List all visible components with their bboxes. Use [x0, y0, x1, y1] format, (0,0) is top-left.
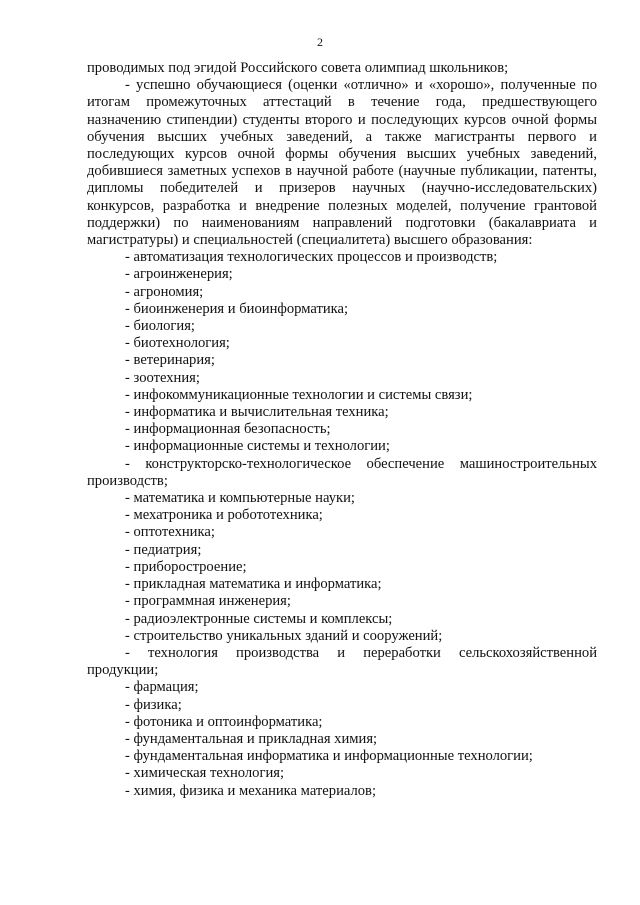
specialty-item: - программная инженерия; [125, 593, 291, 610]
specialty-item: - зоотехния; [125, 369, 200, 386]
specialty-item: - технология производства и переработки сельскохозяйственной продукции; [87, 644, 597, 679]
specialty-item: - информатика и вычислительная техника; [125, 404, 389, 421]
page-number: 2 [317, 35, 323, 49]
specialty-item: - математика и компьютерные науки; [125, 490, 355, 507]
specialty-item: - радиоэлектронные системы и комплексы; [125, 610, 393, 627]
specialty-item: - химия, физика и механика материалов; [125, 782, 377, 799]
specialty-item: - агрономия; [125, 283, 204, 300]
criteria-paragraph: - успешно обучающиеся (оценки «отлично» и «хорошо», полученные по итогам промежуточных аттестаций в течение года, предшествующего назначению стипендии) студенты второго и последующих курсов очной формы обучения высших учебных заведений, а также магистранты первого и последующих курсов очной формы обучения высших учебных заведений, добившиеся заметных успехов в научной работе (научные публикации, патенты, дипломы победителей и призеров научных (научно-исследовательских) конкурсов, разработка и внедрение полезных моделей, получение грантовой поддержки) по наименованиям направлений подготовки (бакалавриата и магистратуры) и специальностей (специалитета) высшего образования: [87, 77, 597, 249]
specialty-item: - педиатрия; [125, 541, 202, 558]
specialty-item: - информационные системы и технологии; [125, 438, 390, 455]
specialty-item: - фундаментальная и прикладная химия; [125, 730, 378, 747]
document-body [87, 60, 597, 800]
specialty-item: - фармация; [125, 679, 199, 696]
specialties-list [87, 249, 597, 800]
specialty-item: - химическая технология; [125, 765, 285, 782]
specialty-item: - биология; [125, 318, 195, 335]
specialty-item: - агроинженерия; [125, 266, 233, 283]
specialty-item: - инфокоммуникационные технологии и системы связи; [125, 386, 473, 403]
specialty-item: - информационная безопасность; [125, 421, 331, 438]
specialty-item: - конструкторско-технологическое обеспечение машиностроительных производств; [87, 455, 597, 489]
specialty-item: - приборостроение; [125, 558, 247, 575]
specialty-item: - оптотехника; [125, 524, 215, 541]
specialty-item: - строительство уникальных зданий и сооружений; [125, 627, 443, 644]
specialty-item: - прикладная математика и информатика; [125, 576, 382, 593]
specialty-item: - биотехнология; [125, 335, 230, 352]
specialty-item: - автоматизация технологических процессов и производств; [125, 249, 498, 266]
specialty-item: - фотоника и оптоинформатика; [125, 713, 323, 730]
specialty-item: - мехатроника и робототехника; [125, 507, 323, 524]
specialty-item: - биоинженерия и биоинформатика; [125, 300, 349, 317]
specialty-item: - фундаментальная информатика и информационные технологии; [125, 748, 533, 765]
continuation-paragraph: проводимых под эгидой Российского совета олимпиад школьников; [87, 60, 509, 76]
specialty-item: - ветеринария; [125, 352, 215, 369]
specialty-item: - физика; [125, 696, 182, 713]
